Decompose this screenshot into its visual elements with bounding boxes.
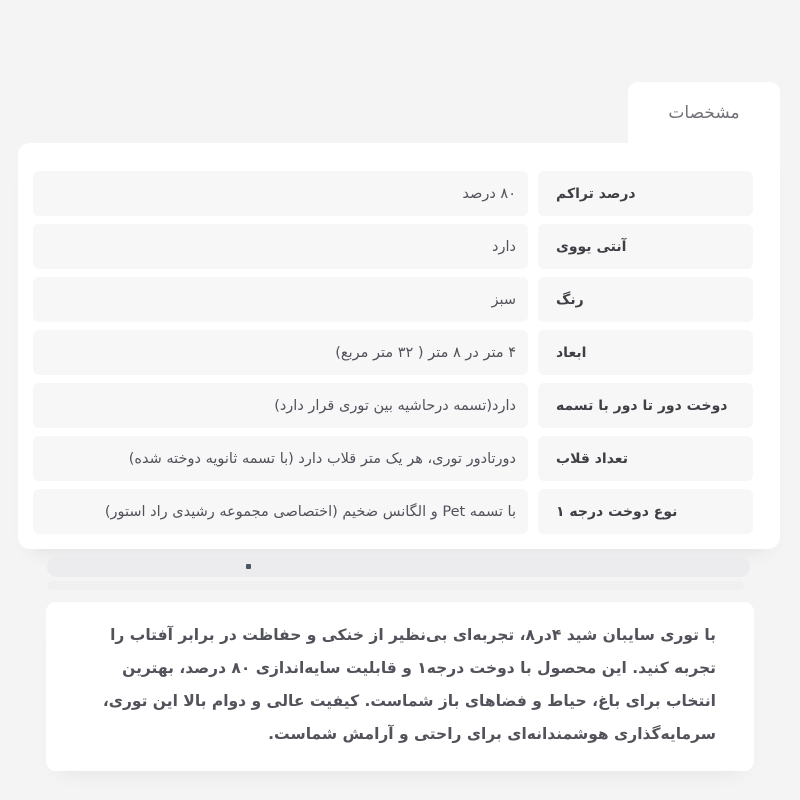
spec-rows: [18, 143, 780, 534]
product-description: با توری سایبان شید ۴در۸، تجربه‌ای بی‌نظیر از خنکی و حفاظت در برابر آفتاب را تجربه کنید. این محصول با دوخت درجه۱ و قابلیت سایه‌اندازی ۸۰ درصد، بهترین انتخاب برای باغ، حیاط و فضاهای باز شماست. کیفیت عالی و دوام بالا این توری، سرمایه‌گذاری هوشمندانه‌ای برای راحتی و آرامش شماست.: [102, 626, 716, 743]
spec-label: [538, 383, 753, 428]
spec-value-text: دارد(تسمه درحاشیه بین توری قرار دارد): [274, 397, 516, 414]
specifications-card: [18, 143, 780, 549]
spec-row: [33, 171, 753, 216]
product-description-card: [46, 602, 754, 771]
spec-row: [33, 383, 753, 428]
spec-value-text: دورتادور توری، هر یک متر قلاب دارد (با تسمه ثانویه دوخته شده): [128, 450, 516, 467]
spec-label-text: نوع دوخت درجه ۱: [556, 503, 678, 520]
spec-row: [33, 277, 753, 322]
spec-value-text: با تسمه Pet و الگانس ضخیم (اختصاصی مجموعه رشیدی راد استور): [104, 503, 516, 520]
spec-value-text: سبز: [491, 291, 516, 308]
spec-label: [538, 171, 753, 216]
spec-label: [538, 224, 753, 269]
spec-value-text: ۸۰ درصد: [462, 185, 516, 202]
spec-label-text: درصد تراکم: [556, 185, 636, 202]
spec-value: [33, 330, 528, 375]
tab-specifications[interactable]: [628, 82, 780, 143]
spec-row: [33, 224, 753, 269]
spec-label: [538, 436, 753, 481]
tab-specifications-label: مشخصات: [668, 102, 740, 123]
spec-row: [33, 489, 753, 534]
spec-row: [33, 436, 753, 481]
loading-dot: [246, 564, 251, 569]
spec-label-text: تعداد قلاب: [556, 450, 628, 467]
spec-value: [33, 383, 528, 428]
spec-value: [33, 277, 528, 322]
spec-label-text: دوخت دور تا دور با تسمه: [556, 397, 728, 414]
spec-value: [33, 171, 528, 216]
spec-value-text: دارد: [492, 238, 516, 255]
spec-label: [538, 277, 753, 322]
spec-row: [33, 330, 753, 375]
spec-value: [33, 489, 528, 534]
spec-value-text: ۴ متر در ۸ متر ( ۳۲ متر مربع): [335, 344, 516, 361]
skeleton-strip-2: [47, 581, 744, 590]
spec-label-text: ابعاد: [556, 344, 587, 361]
spec-label-text: رنگ: [556, 291, 584, 308]
spec-label: [538, 489, 753, 534]
spec-label: [538, 330, 753, 375]
spec-label-text: آنتی یووی: [556, 238, 627, 255]
spec-value: [33, 436, 528, 481]
spec-value: [33, 224, 528, 269]
skeleton-strip-1: [47, 557, 750, 577]
